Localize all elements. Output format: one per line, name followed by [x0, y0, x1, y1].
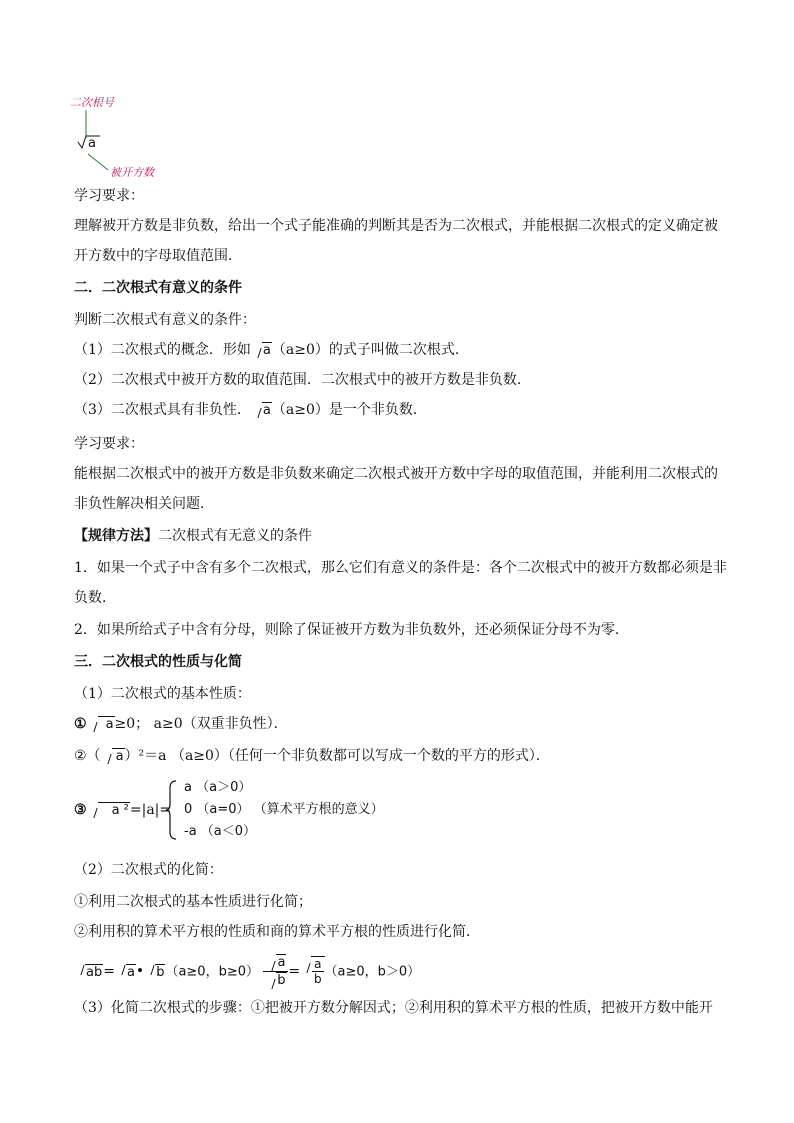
- text-line: 1．如果一个式子中含有多个二次根式，那么它们有意义的条件是：各个二次根式中的被开方数都必须是非: [74, 560, 727, 576]
- case-negative: -a （a＜0）: [184, 824, 257, 839]
- radicand: ab: [86, 964, 103, 980]
- text-line: （3）化简二次根式的步骤：①把被开方数分解因式；②利用积的算术平方根的性质，把被开方数中能开: [74, 1000, 713, 1016]
- radical-expr: [117, 958, 136, 988]
- text-span: （a≥0）是一个非负数．: [271, 402, 427, 418]
- label-radical-sign: 二次根号: [70, 96, 114, 109]
- text-line: [74, 400, 427, 421]
- radicand: a: [98, 716, 115, 733]
- text-span: ②（: [74, 748, 101, 764]
- fraction: [263, 954, 288, 989]
- radical-expr: [89, 801, 130, 821]
- radicand: a: [277, 955, 286, 970]
- text-span: =: [288, 963, 301, 980]
- text-span: （a≥0）的式子叫做二次根式．: [271, 342, 469, 358]
- text-line: [74, 340, 469, 361]
- radicand: a: [112, 748, 125, 765]
- radical-expr: [76, 958, 103, 988]
- label-radicand: 被开方数: [110, 166, 154, 179]
- text-line: （2）二次根式中被开方数的取值范围．二次根式中的被开方数是非负数．: [74, 372, 531, 388]
- text-span: （1）二次根式的概念．形如: [74, 342, 251, 358]
- text-span: （3）二次根式具有非负性．: [74, 402, 251, 418]
- text-line: （2）二次根式的化简：: [74, 862, 223, 878]
- section-heading: 二．二次根式有意义的条件: [74, 280, 242, 296]
- text-span: =: [103, 963, 115, 980]
- piecewise-brace: [166, 780, 178, 840]
- radicand: a: [126, 964, 135, 980]
- case-zero: 0 （a=0） （算术平方根的意义）: [184, 802, 384, 817]
- text-line: 负数．: [74, 590, 116, 606]
- case-positive: a （a＞0）: [184, 780, 252, 795]
- radicand: a: [262, 403, 271, 418]
- text-span: =|a|=: [129, 802, 172, 818]
- text-span: （a≥0，b＞0）: [324, 964, 421, 980]
- denominator: b: [314, 972, 322, 986]
- radicand: b: [277, 973, 286, 988]
- radical-expr: [253, 341, 272, 361]
- radical-expr: [89, 715, 115, 735]
- radical-expr: [267, 972, 286, 989]
- text-line: [74, 746, 550, 767]
- text-line: 开方数中的字母取值范围．: [74, 248, 242, 264]
- text-line: ②利用积的算术平方根的性质和商的算术平方根的性质进行化简．: [74, 924, 480, 940]
- text-line: [74, 800, 171, 821]
- text-span: ）²＝a （a≥0）（任何一个非负数都可以写成一个数的平方的形式）．: [124, 748, 550, 764]
- text-line: [74, 526, 312, 546]
- text-line: 理解被开方数是非负数，给出一个式子能准确的判断其是否为二次根式，并能根据二次根式的定义确定被: [74, 218, 718, 234]
- text-line: 学习要求：: [74, 436, 144, 452]
- radicand: b: [156, 964, 165, 980]
- text-span: •: [135, 963, 145, 980]
- item-marker: ③: [74, 802, 87, 818]
- item-marker: ①: [74, 716, 87, 732]
- text-span: ≥0； a≥0（双重非负性）．: [114, 716, 288, 732]
- text-line: 非负性解决相关问题．: [74, 496, 214, 512]
- text-line: 判断二次根式有意义的条件：: [74, 312, 256, 328]
- text-line: 2．如果所给式子中含有分母，则除了保证被开方数为非负数外，还必须保证分母不为零．: [74, 622, 629, 638]
- text-line: 学习要求：: [74, 188, 144, 204]
- text-line: 能根据二次根式中的被开方数是非负数来确定二次根式被开方数中字母的取值范围，并能利用二次根式的: [74, 466, 718, 482]
- text-span: 二次根式有无意义的条件: [158, 528, 312, 544]
- radical-expr: [302, 956, 324, 987]
- radical-expr: [146, 958, 165, 988]
- text-line: ①利用二次根式的基本性质进行化简；: [74, 894, 312, 910]
- section-heading: 三．二次根式的性质与化简: [74, 654, 242, 670]
- radical-expr: [253, 401, 272, 421]
- radicand: a: [262, 343, 271, 358]
- text-span: （a≥0，b≥0）: [165, 964, 259, 980]
- fraction: [312, 957, 323, 986]
- method-tag: 【规律方法】: [74, 528, 158, 544]
- text-line: [74, 954, 420, 989]
- radical-expr: [267, 954, 286, 971]
- radicand: [311, 956, 324, 986]
- numerator: a: [314, 957, 322, 971]
- text-line: [74, 714, 288, 735]
- radicand-a: a: [88, 136, 96, 151]
- radicand: a ²: [98, 802, 130, 819]
- text-line: （1）二次根式的基本性质：: [74, 686, 251, 702]
- radical-expr: [103, 747, 125, 767]
